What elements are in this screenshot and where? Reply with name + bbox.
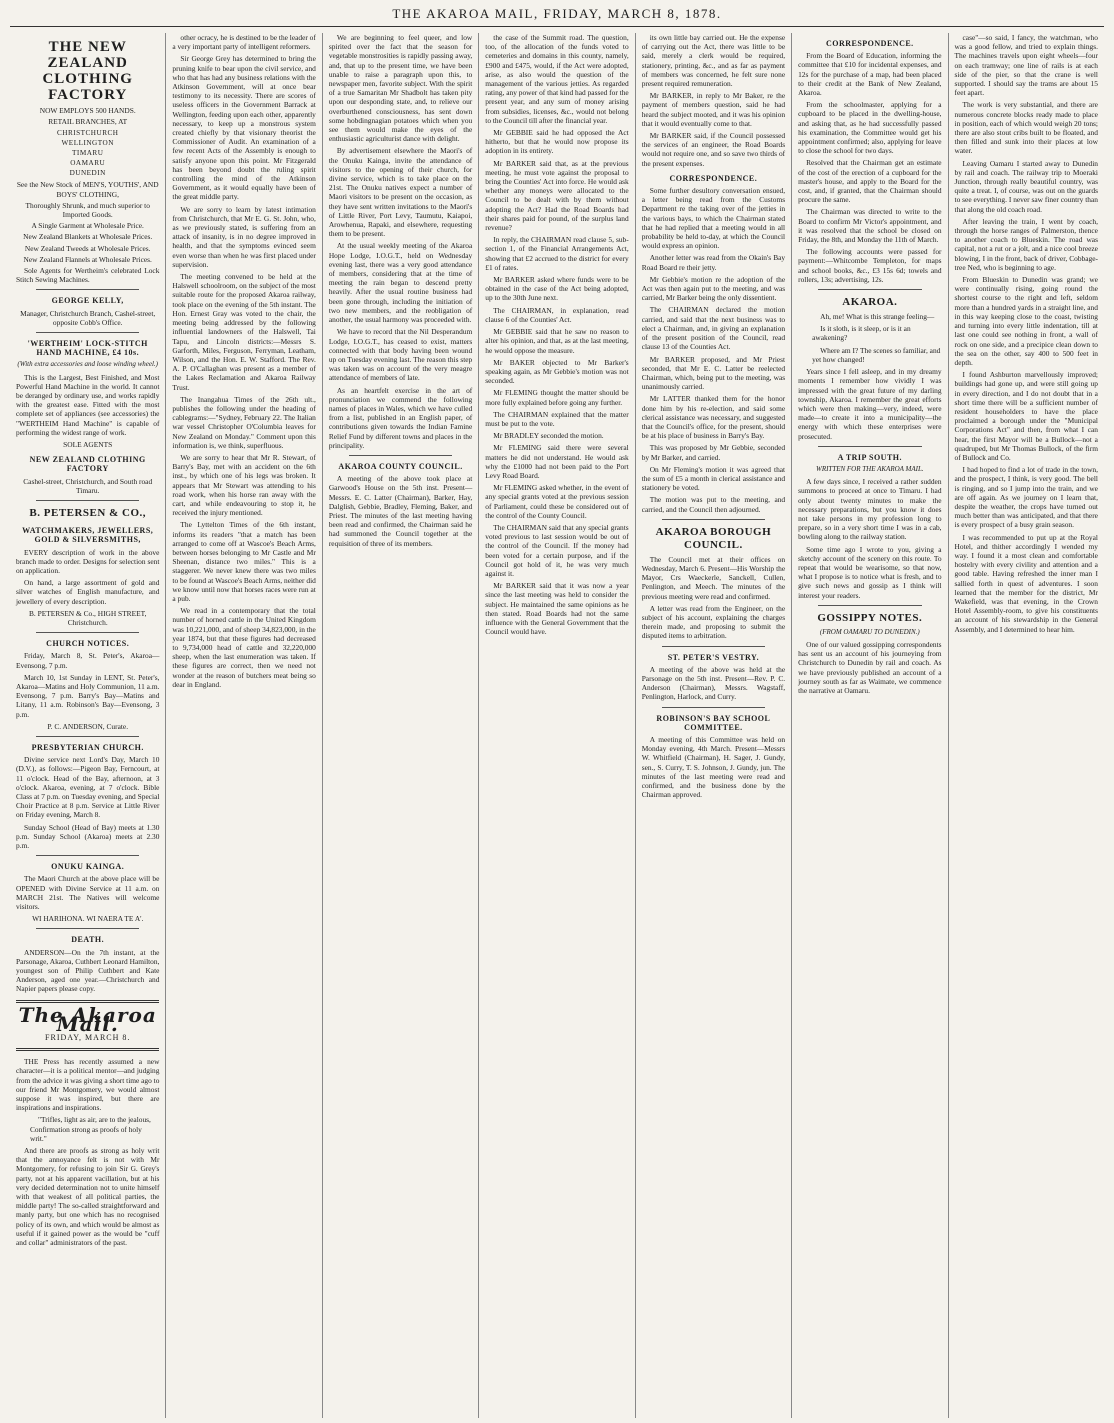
page-masthead: THE AKAROA MAIL, FRIDAY, MARCH 8, 1878. — [10, 6, 1104, 27]
article-paragraph: We are sorry to learn by latest intimation from Christchurch, that Mr E. G. St. John, who, as we previously stated, is suffering from an attack of insanity, is in no degree improved in health, and that the symptoms evinced seem even worse than when he was first placed under supervision. — [172, 204, 316, 269]
article-paragraph: We are beginning to feel queer, and low spirited over the fact that the season for vegetable monstrosities is rapidly passing away, and, that up to the present time, we have been unable to raise a paragraph upon this, to newspaper men, favorite subject. With the spirit of a true Samaritan Mr Shadbolt has taken pity upon our desponding state, and, to relieve our overburthened consciousness, has sent down some hobdingnagian potatoes which when you see them would make the eyes of the enthusiastic agriculturist dance with delight. — [328, 33, 473, 144]
presby-body: Divine service next Lord's Day, March 10 (D.V.), as follows:—Pigeon Bay, Ferncourt, at 11 o'clock. Head of the Bay, afternoon, at 3 o'clock. Akaroa, evening, at 7 o'clock. Bible Class at 7 p.m. on Tuesday evening, and Special Choir Practice at 8 p.m. Service at Little River on Friday evening, March 8. — [16, 755, 160, 820]
article-paragraph: One of our valued gossipping correspondents has sent us an account of his journeying from Christchurch to Dunedin by rail and coach. As we have previously published an account of a journey south as far as Waimate, we commence the narrative at Oamaru. — [798, 639, 942, 695]
article-paragraph: I was recommended to put up at the Royal Hotel, and thither accordingly I wended my way. I found it a most clean and comfortable hostelry with every civility and attention and a good table. Having refreshed the inner man I sallied forth in quest of adventures. I soon learned that the member for the district, Mr Wakefield, was that evening, in the Crown Hotel Assembly-room, to give his constituents an account of his stewardship in the General Assembly, and I determined to hear him. — [954, 532, 1098, 634]
column-2 — [166, 33, 322, 1418]
article-paragraph: The meeting convened to be held at the Halswell schoolroom, on the subject of the most suitable route for the proposed Akaroa railway, took place on the evening of the 5th instant. The Hon. Ernest Gray was voted to the chair, the meeting being addressed by the following influential landowners of the Halswell, Tai Tapu, and Lincoln districts:—Messrs S. Garforth, Miles, Ferguson, Ferryman, Leatham, Wilson, and the Hon. E. W. Stafford. The Rev. A. P. O'Callaghan was present as a member of the Lakes Reclamation and Akaroa Railway Trust. — [172, 272, 316, 392]
kelly-address: Manager, Christchurch Branch, Cashel-street, opposite Cobb's Office. — [20, 308, 156, 327]
article-paragraph: The Chairman was directed to write to the Board to confirm Mr Victor's appointment, and it was resolved that the school be closed on Friday, the 8th, and Monday the 11th of March. — [798, 207, 942, 245]
wertheim-note: (With extra accessories and loose winding wheel.) — [17, 360, 158, 369]
article-paragraph: After leaving the train, I went by coach, through the horse ranges of Palmerston, thence to another coach to Blueskin. The road was capital, not a rut or a jolt, and a nice cool breeze blowing, I in the front, back of driver, Cobbage-tree Ned, who is beginning to age. — [954, 216, 1098, 272]
petersen-hand: On hand, a large assortment of gold and silver watches of English manufacture, and jewellery of every description. — [16, 578, 160, 606]
factory-agents: Sole Agents for Wertheim's celebrated Lock Stitch Sewing Machines. — [16, 266, 160, 285]
divider — [36, 289, 139, 290]
article-paragraph: At the usual weekly meeting of the Akaroa Hope Lodge, I.O.G.T., held on Wednesday evening last, there was a very good attendance of members, considering that at the time of meeting the rain began to descend pretty heavily. After the usual routine business had been gone through, including the initiation of two new members, and the reobligation of another, the usual harmony was proceeded with. — [328, 241, 473, 325]
article-paragraph: The CHAIRMAN explained that the matter must be put to the vote. — [485, 409, 629, 428]
article-paragraph: On Mr Fleming's motion it was agreed that the sum of £5 a month in clerical assistance and stationery be voted. — [641, 464, 786, 493]
vestry-title: ST. PETER'S VESTRY. — [667, 652, 760, 662]
article-paragraph: A meeting of the above was held at the Parsonage on the 5th inst. Present—Rev. P. C. Anderson (Chairman), Messrs. Wagstaff, Penlington, Harlock, and Curry. — [641, 664, 786, 702]
article-paragraph: The CHAIRMAN, in explanation, read clause 6 of the Counties' Act. — [485, 305, 629, 324]
church-title: CHURCH NOTICES. — [46, 639, 130, 649]
columns — [10, 33, 1104, 1418]
church-signature: P. C. ANDERSON, Curate. — [47, 721, 129, 731]
factory-blankets: New Zealand Blankets at Wholesale Prices. — [23, 232, 153, 242]
poem-line: Where am I? The scenes so familiar, and yet how changed! — [812, 345, 941, 364]
church-notice: March 10, 1st Sunday in LENT, St. Peter's, Akaroa—Matins and Holy Communion, 11 a.m. Evensong, 7 p.m. Barry's Bay—Matins and Litany, 11 a.m. Robinson's Bay—Evensong, 3 p.m. — [16, 672, 160, 719]
article-paragraph: Leaving Oamaru I started away to Dunedin by rail and coach. The railway trip to Moeraki Junction, through really beautiful country, was quite a treat. I, of course, was out on the guards to see everything. I never saw finer country than that along the old coach road. — [954, 158, 1098, 214]
factory-towns — [16, 128, 159, 178]
divider — [662, 646, 765, 647]
article-paragraph: A meeting of the above took place at Garwood's House on the 5th inst. Present—Messrs. E. C. Latter (Chairman), Barker, Hay, Dalglish, Gebbie, Bradley, Fleming, Baker, and Priest. The minutes of the last meeting having been read and confirmed, the Chairman said he had summoned the Council together at the requisition of three of its members. — [328, 474, 473, 548]
divider — [349, 455, 452, 456]
factory-stock: See the New Stock of MEN'S, YOUTHS', AND BOYS' CLOTHING, — [16, 180, 159, 199]
article-paragraph: From the schoolmaster, applying for a cupboard to be placed in the dwelling-house, and asking that, as he had successfully passed his examination, the Committee would get his appointment confirmed; also, applying for leave to close the school for two days. — [798, 100, 942, 156]
column-4 — [479, 33, 635, 1418]
article-paragraph: Mr GEBBIE said he had opposed the Act hitherto, but that he would now propose its adoption in its entirety. — [485, 128, 629, 156]
factory-made: Thoroughly Shrunk, and much superior to Imported Goods. — [25, 200, 150, 220]
gossip-title: GOSSIPPY NOTES. — [817, 611, 923, 624]
wertheim-body: This is the Largest, Best Finished, and Most Powerful Hand Machine in the world. It cannot be deranged by ordinary use, and works rapidly with the greatest ease. Fitted with the most complete set of appliances (see accessories) the "WERTHEIM Hand Machine" is capable of performing the widest range of work. — [16, 372, 160, 437]
article-paragraph: This was proposed by Mr Gebbie, seconded by Mr Barker, and carried. — [641, 443, 786, 462]
article-paragraph: the case of the Summit road. The question, too, of the allocation of the funds voted to cemeteries and domains in this county, namely, £900 and £475, would, if the Act were adopted, arise, as also would the question of the management of the various jetties. As regarded rating, any power of that kind had passed for the present year, and any sum of money arising from subsidies, licenses, &c., would not belong to the Council till after the financial year. — [485, 33, 629, 125]
presby-title: PRESBYTERIAN CHURCH. — [31, 742, 144, 752]
article-paragraph: Mr FLEMING thought the matter should be more fully explained before going any further. — [485, 388, 629, 407]
poem-line: Is it sloth, is it sleep, or is it an awakening? — [812, 324, 911, 343]
article-paragraph: The motion was put to the meeting, and carried, and the Council then adjourned. — [641, 495, 786, 514]
article-paragraph: The Council met at their offices on Wednesday, March 6. Present—His Worship the Mayor, Crs Waeckerle, Sanckell, Cullen, Penlington, and Meech. The minutes of the previous meeting were read and confirmed. — [641, 554, 786, 601]
article-paragraph: Mr FLEMING said there were several matters he did not understand. He would ask why the £1000 had not been paid to the Port Levy Road Board. — [485, 443, 629, 480]
article-paragraph: Mr BARKER proposed, and Mr Priest seconded, that Mr E. C. Latter be reelected Chairman, which, being put to the meeting, was unanimously carried. — [641, 354, 786, 392]
divider — [16, 1048, 159, 1051]
correspondence-title: CORRESPONDENCE. — [669, 173, 758, 183]
divider — [36, 855, 139, 856]
article-paragraph: its own little bay carried out. He the expense of carrying out the Act, there was little to be said, merely a clerk would be required, stationery, printing, &c., and as far as payment of members was concerned, he felt sure none present required remuneration. — [641, 33, 786, 89]
article-paragraph: In reply, the CHAIRMAN read clause 5, sub-section 1, of the Financial Arrangements Act, showing that £2 accrued to the district for every £1 of rates. — [485, 235, 629, 272]
trip-title: A TRIP SOUTH. — [837, 452, 902, 462]
factory-wholesale: A Single Garment at Wholesale Price. — [31, 221, 144, 231]
article-paragraph: The following accounts were passed for payment:—Whitcombe Templeton, for maps and school books, &c., £3 15s 6d; towels and rollers, 13s; advertising, 12s. — [798, 247, 942, 284]
article-paragraph: I had hoped to find a lot of trade in the town, and the prospect, I think, is very good. The bell is ringing, and so I jump into the train, and we are off again. As we journey on I learn that, despite the weather, the crops have turned out much better than was anticipated, and that there is every prospect of a busy grain season. — [954, 465, 1098, 530]
town: TIMARU — [72, 149, 104, 158]
article-paragraph: The Inangahua Times of the 26th ult., publishes the following under the heading of cablegrams:—"Sydney, February 22. The Italian war vessel Christopher O'Columbia leaves for New Zealand on Monday." Comment upon this information is, we think, superfluous. — [172, 394, 316, 450]
article-paragraph: The CHAIRMAN declared the motion carried, and said that the next business was to elect a Chairman, and, in giving an explanation of the present position of the Council, read clause 13 of the Counties Act. — [641, 305, 786, 352]
column-7 — [949, 33, 1104, 1418]
akaroa-title: AKAROA. — [842, 296, 898, 309]
petersen-title: B. PETERSEN & CO., — [29, 507, 146, 520]
article-paragraph: From Blueskin to Dunedin was grand; we were continually rising, going round the shortest course to the right and left, seldom more than a hundred yards in a straight line, and in this way keeping close to the coast, twisting and turning into every little indentation, till at last one could see nothing in front, a wall of rock on one side, and a precipice clean down to the sea on the other, say 400 to 500 feet in depth. — [954, 275, 1098, 367]
article-paragraph: Mr BARKER asked where funds were to be obtained in the case of the Act being adopted, up to the 30th June next. — [485, 275, 629, 303]
onuku-signature: WI HARIHONA. WI NAERA TE A'. — [32, 914, 144, 924]
article-paragraph: I found Ashburton marvellously improved; buildings had gone up, and were still going up in every direction, and I do not doubt that in a short time there will be a sufficient number of resident householders to have the place proclaimed a borough under the "Municipal Corporations Act" and then, from what I can hear, the first Mayor will be a Bullock—not a quadruped, but Mr Thomas Bullock, of the firm of Bullock and Co. — [954, 370, 1098, 462]
article-paragraph: Mr Gebbie's motion re the adoption of the Act was then again put to the meeting, and was carried, Mr Barker being the only dissentient. — [641, 274, 786, 303]
church-notice: Friday, March 8, St. Peter's, Akaroa—Evensong, 7 p.m. — [16, 651, 160, 670]
wertheim-title: 'WERTHEIM' LOCK-STITCH HAND MACHINE, £4 10s. — [27, 339, 148, 358]
divider — [36, 736, 139, 737]
trip-subtitle: WRITTEN FOR THE AKAROA MAIL. — [815, 464, 924, 473]
article-paragraph: By advertisement elsewhere the Maori's of the Onuku Kainga, invite the attendance of visitors to the opening of their church, for divine service, which is to take place on the 21st. The Onuku natives expect a number of Maori visitors to be present on the occasion, as they have sent written invitations to the Maori's of Little River, Port Levy, Taumutu, Kaiapoi, Arowhenua, Rapaki, and elsewhere, requesting them to be present. — [328, 146, 473, 239]
kelly-name: GEORGE KELLY, — [51, 296, 124, 306]
town: OAMARU — [70, 159, 106, 168]
factory-employs: NOW EMPLOYS 500 HANDS. — [39, 106, 136, 115]
article-paragraph: Sir George Grey has determined to bring the pruning knife to bear upon the civil service, and who that has had any business relations with the Atkinson Government, will at once bear testimony to its necessity. There are scores of useless officers in the Government Barrack at Wellington, feeding upon each other, apparently necessary, to keep up a monstrous system created chiefly by that visionary theorist the Commissioner of Audit. An examination of a few recent Acts of the Assembly is enough to satisfy anyone upon this point. Mr Fitzgerald has been beyond doubt the ruling spirit controlling the mind of the Atkinson Government, as it would equally have been of the great middle party. — [172, 54, 316, 202]
article-paragraph: We are sorry to hear that Mr R. Stewart, of Barry's Bay, met with an accident on the 6th inst., by which one of his legs was broken. It appears that Mr Stewart was attending to his road work, when his horse ran away with the cart, and while endeavouring to stop it, he received the injury mentioned. — [172, 452, 316, 518]
divider — [818, 289, 921, 290]
article-paragraph: A letter was read from the Engineer, on the subject of his account, explaining the charges therein made, and proposing to submit the disputed items to arbitration. — [641, 603, 786, 641]
county-council-title: AKAROA COUNTY COUNCIL. — [338, 461, 463, 471]
divider — [662, 519, 765, 520]
death-body: ANDERSON—On the 7th instant, at the Parsonage, Akaroa, Cuthbert Leonard Hamilton, youngest son of Philip Cuthbert and Kate Anderson, aged one year.—Christchurch and Napier papers please copy. — [16, 947, 160, 994]
divider — [818, 446, 921, 447]
article-paragraph: Mr BARKER said that it was now a year since the last meeting was held to consider the subject. He maintained the same opinions as he then stated. Road Boards had not the same influence with the General Government that the Council would have. — [485, 581, 629, 637]
divider — [36, 928, 139, 929]
article-paragraph: other ocracy, he is destined to be the leader of a very important party of intelligent reformers. — [172, 33, 316, 52]
article-paragraph: Some time ago I wrote to you, giving a sketchy account of the scenery on this route. To repeat that would be wearisome, so that now, what I propose is to notice what is fresh, and to give such news and gossip as I think will interest your readers. — [798, 544, 942, 600]
article-paragraph: Mr BARKER said that, as at the previous meeting, he must vote against the proposal to bring the Counties' Act into force. He would ask whether any moneys were allocated to the Council to be dealt with by them without adopting the Act? Had the Road Boards had their shares paid for pound, of the surplus land revenue? — [485, 158, 629, 233]
article-paragraph: Mr BARKER said, if the Council possessed the services of an engineer, the Road Boards would not require one, and so save two thirds of the present expenses. — [641, 131, 786, 168]
divider — [36, 332, 139, 333]
article-paragraph: Mr FLEMING asked whether, in the event of any special grants voted at the previous session of Parliament, could these be considered out of the control of the County Council. — [485, 483, 629, 520]
petersen-body: EVERY description of work in the above branch made to order. Designs for selection sent on application. — [16, 547, 160, 575]
poem-line: Ah, me! What is this strange feeling— — [820, 312, 935, 322]
town: CHRISTCHURCH — [56, 129, 119, 138]
nzcf-name: NEW ZEALAND CLOTHING FACTORY — [29, 455, 146, 474]
leader-paragraph: And there are proofs as strong as holy writ that the annoyance felt is not with Mr Montgomery, for refusing to join Sir G. Grey's party, not at his apparent vacillation, but at his very decided determination not to unite himself with that weakest of all political parties, the middle party! The so-called straightforward and manly party, but one which has no recognised policy of its own, and which would be almost as useful if it gained power as the would be "cuff and collar" administrators of the past. — [16, 1146, 160, 1248]
factory-tweeds: New Zealand Tweeds at Wholesale Prices. — [24, 243, 151, 253]
article-paragraph: A few days since, I received a rather sudden summons to proceed at once to Timaru. I had only about twenty minutes to make the necessary preparations, but you know it does not take persons in my profession long to prepare, so in a very short time I was in a cab, bowling along to the railway station. — [798, 477, 942, 542]
article-paragraph: As an heartfelt exercise in the art of pronunciation we commend the following names of places in Wales, which we have culled from a list, published in an English paper, of contributions given towards the Indian Famine Relief Fund by different towns and places in the principality. — [328, 385, 473, 450]
onuku-body: The Maori Church at the above place will be OPENED with Divine Service at 11 a.m. on MARCH 21st. The Natives will welcome visitors. — [16, 874, 160, 911]
death-title: DEATH. — [71, 935, 105, 945]
divider — [818, 605, 921, 606]
article-paragraph: The work is very substantial, and there are numerous concrete blocks ready made to place in position, each of which would weigh 20 tons; there are also stout cribs built to be floated, and then filled and sunk into their places at low water. — [954, 100, 1098, 156]
gossip-subtitle: (FROM OAMARU TO DUNEDIN.) — [819, 627, 920, 636]
petersen-subtitle: WATCHMAKERS, JEWELLERS, GOLD & SILVERSMITHS, — [22, 526, 154, 545]
article-paragraph: We have to record that the Nil Desperandum Lodge, I.O.G.T., has ceased to exist, matters connected with that body having been wound up on Tuesday evening last. The reason this step was taken was on account of the very meagre attendance of members of late. — [328, 327, 473, 383]
article-paragraph: Mr LATTER thanked them for the honor done him by his re-election, and said some clerical assistance was necessary, and suggested that the Council's office, for the present, should be at his place of business in Barry's Bay. — [641, 394, 786, 441]
leader-paragraph: THE Press has recently assumed a new character—it is a political mentor—and judging from the advice it was giving a short time ago to our friend Mr Montgomery, we would almost suppose it was inspired, but there are inspirations and inspirations. — [16, 1057, 160, 1113]
article-paragraph: We read in a contemporary that the total number of horned cattle in the United Kingdom was 10,221,000, and of sheep 34,823,000, in the year 1874, but that these figures had decreased to 9,734,000 head of cattle and 32,220,000 sheep, when the last enumeration was taken. If these figures are correct, then we need not wonder at the reason of butchers meat being so dear in England. — [172, 606, 316, 689]
column-6 — [792, 33, 948, 1418]
article-paragraph: Mr BARKER, in reply to Mr Baker, re the payment of members question, said he had heard the subject mooted, and it was his opinion that it would eventually come to that. — [641, 91, 786, 128]
article-paragraph: Mr GEBBIE said that he saw no reason to alter his opinion, and that, as at the last meeting, he would oppose the measure. — [485, 327, 629, 355]
column-5 — [636, 33, 792, 1418]
petersen-signature: B. PETERSEN & Co., HIGH STREET, Christchurch. — [28, 608, 147, 627]
article-paragraph: From the Board of Education, informing the committee that £10 for incidental expenses, and 12s for the purchase of a map, had been placed to their credit at the Bank of New Zealand, Akaroa. — [798, 51, 942, 98]
factory-retail: RETAIL BRANCHES, AT — [48, 117, 128, 127]
town: WELLINGTON — [61, 139, 114, 148]
article-paragraph: Resolved that the Chairman get an estimate of the cost of the erection of a cupboard for the master's house, and apply to the Board for the cost, and, if granted, that the Chairman should procure the same. — [798, 158, 942, 205]
nzcf-address: Cashel-street, Christchurch, and South road Timaru. — [23, 476, 153, 495]
divider — [36, 632, 139, 633]
article-paragraph: Mr BRADLEY seconded the motion. — [493, 431, 604, 441]
article-paragraph: Some further desultory conversation ensued, a letter being read from the Customs Department re the taking over of the jetties in the various bays, to which the Chairman stated that he had replied that a meeting would in all probability be held to-day, at which the Council would express an opinion. — [641, 186, 786, 251]
leader-quote: "Trifles, light as air, are to the jealous, Confirmation strong as proofs of holy writ." — [30, 1115, 151, 1143]
article-paragraph: A meeting of this Committee was held on Monday evening, 4th March. Present—Messrs W. Whitfield (Chairman), H. Sager, J. Gundy, sen., S. Curry, T. S. Johnson, J. Gundy, jun. The minutes of the last meeting were read and confirmed, and the business done by the Chairman approved. — [641, 735, 786, 800]
article-paragraph: Another letter was read from the Okain's Bay Road Board re their jetty. — [641, 253, 786, 272]
column-3 — [323, 33, 479, 1418]
column-1 — [10, 33, 166, 1418]
factory-flannels: New Zealand Flannels at Wholesale Prices. — [23, 254, 152, 264]
article-paragraph: case"—so said, I fancy, the watchman, who was a good fellow, and tried to explain things. The machines travels upon eight wheels—four on each tramway; one line of rails is at each side of the pier, so that the crane is well supported. I should say the trams are about 15 feet apart. — [954, 33, 1098, 98]
divider — [662, 707, 765, 708]
factory-title: THE NEW ZEALAND CLOTHING FACTORY — [42, 39, 133, 103]
onuku-title: ONUKU KAINGA. — [51, 862, 125, 872]
article-paragraph: Years since I fell asleep, and in my dreamy moments I remember how vividly I was impressed with the great future of my darling township, Akaroa. I remember the great efforts which were then making—very, indeed, were made—to create it into a municipality—the energy with which these enterprises were prosecuted. — [798, 367, 942, 441]
paper-title: The Akaroa Mail. — [18, 1002, 157, 1036]
article-paragraph: The Lyttelton Times of the 6th instant, informs its readers "that a match has been arranged to come off at Wascoe's Beach Arms, between horses belonging to Mr Castle and Mr Sheenan, distance two miles." This is a staggerer. We never knew there was two miles to be found at Wascoe's Beach Arms, neither did we know until now that horses races were run at a pub. — [172, 520, 316, 603]
paper-date: FRIDAY, MARCH 8. — [45, 1033, 131, 1043]
divider — [36, 500, 139, 501]
borough-council-title: AKAROA BOROUGH COUNCIL. — [655, 525, 772, 551]
sole-agents: SOLE AGENTS — [63, 440, 113, 450]
sunday-school: Sunday School (Head of Bay) meets at 1.30 p.m. Sunday School (Akaroa) meets at 2.30 p.m. — [16, 822, 160, 850]
article-paragraph: The CHAIRMAN said that any special grants voted previous to last session would be out of the control of the Council. If the money had been voted for a certain purpose, and if the Council got hold of it, he was very much against it. — [485, 522, 629, 578]
town: DUNEDIN — [69, 169, 106, 178]
robinsons-title: ROBINSON'S BAY SCHOOL COMMITTEE. — [656, 713, 771, 732]
article-paragraph: Mr BAKER objected to Mr Barker's speaking again, as Mr Gebbie's motion was not seconded. — [485, 357, 629, 386]
correspondence-title: CORRESPONDENCE. — [825, 39, 914, 48]
